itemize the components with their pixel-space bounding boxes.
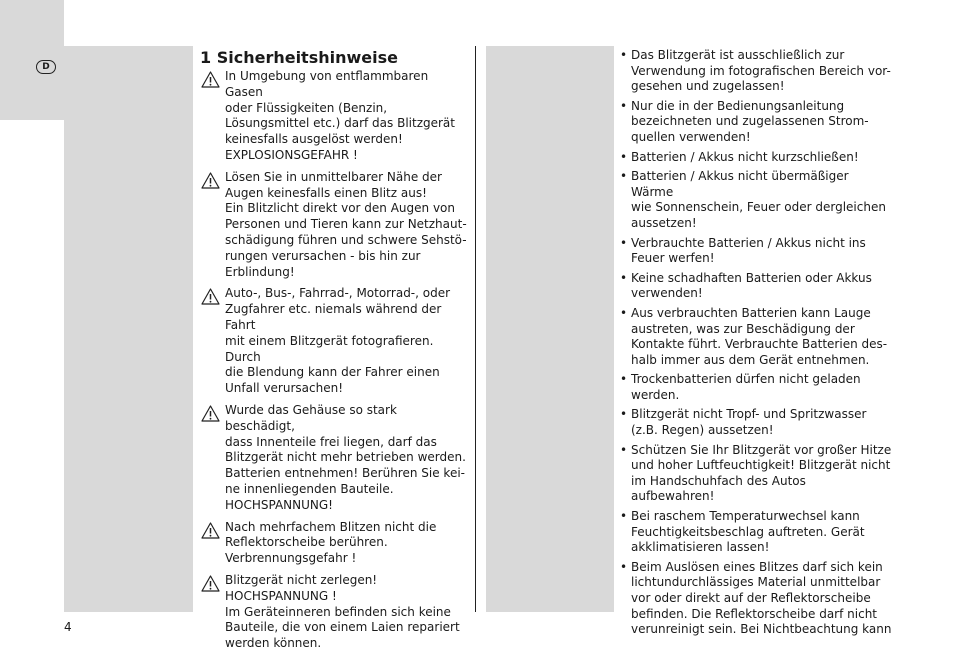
bullet-item: • Aus verbrauchten Batterien kann Lauge austreten, was zur Beschädigung der Kontakte führt. Verbrauchte Batterien des- halb immer aus dem Gerät entnehmen. <box>620 306 892 368</box>
warning-triangle-icon <box>201 288 220 305</box>
column-divider <box>475 46 476 612</box>
bullet-item: • Nur die in der Bedienungsanleitung bezeichneten und zugelassenen Strom- quellen verwenden! <box>620 99 892 146</box>
warning-item <box>201 286 469 397</box>
right-margin-column <box>486 46 614 612</box>
language-tab-background <box>0 0 64 120</box>
warning-text: Auto-, Bus-, Fahrrad-, Motorrad-, oder Zugfahrer etc. niemals während der Fahrt mit einem Blitzgerät fotografieren. Durch die Blendung kann der Fahrer einen Unfall verursachen! <box>225 286 451 396</box>
bullet-item: • Verbrauchte Batterien / Akkus nicht ins Feuer werfen! <box>620 236 892 267</box>
bullet-item: • Trockenbatterien dürfen nicht geladen werden. <box>620 372 892 403</box>
warning-item <box>201 170 469 281</box>
warning-text: Lösen Sie in unmittelbarer Nähe der Augen keinesfalls einen Blitz aus! Ein Blitzlicht direkt vor den Augen von Personen und Tieren kann zur Netzhaut- schädigung führen und schwere Sehstö- rungen verursachen - bis hin zur Erblindung! <box>225 169 467 279</box>
warning-triangle-icon <box>201 71 220 88</box>
warning-triangle-icon <box>201 522 220 539</box>
warning-text: Nach mehrfachem Blitzen nicht die Reflektorscheibe berühren. Verbrennungsgefahr ! <box>225 519 437 566</box>
warning-triangle-icon <box>201 405 220 422</box>
warning-item <box>201 573 469 652</box>
bullet-item: • Batterien / Akkus nicht übermäßiger Wärme wie Sonnenschein, Feuer oder dergleichen aussetzen! <box>620 169 892 231</box>
warning-triangle-icon <box>201 575 220 592</box>
left-margin-column <box>64 46 193 612</box>
warning-item <box>201 403 469 514</box>
warning-item <box>201 520 469 567</box>
bullet-item: • Blitzgerät nicht Tropf- und Spritzwasser (z.B. Regen) aussetzen! <box>620 407 892 438</box>
bullet-item: • Das Blitzgerät ist ausschließlich zur Verwendung im fotografischen Bereich vor- gesehen und zugelassen! <box>620 48 892 95</box>
warning-triangle-icon <box>201 172 220 189</box>
warning-list <box>201 69 469 658</box>
safety-bullet-list <box>620 48 892 642</box>
page-number: 4 <box>64 620 72 634</box>
bullet-item: • Keine schadhaften Batterien oder Akkus verwenden! <box>620 271 892 302</box>
warning-text: Blitzgerät nicht zerlegen! HOCHSPANNUNG ! Im Geräteinneren befinden sich keine Bauteile, die von einem Laien repariert werden können. <box>225 572 460 651</box>
section-title: 1 Sicherheitshinweise <box>200 48 398 67</box>
bullet-item: • Schützen Sie Ihr Blitzgerät vor großer Hitze und hoher Luftfeuchtigkeit! Blitzgerät nicht im Handschuhfach des Autos aufbewahren! <box>620 443 892 505</box>
bullet-item: • Beim Auslösen eines Blitzes darf sich kein lichtundurchlässiges Material unmittelbar vor oder direkt auf der Reflektorscheibe befinden. Die Reflektorscheibe darf nicht verunreinigt sein. Bei Nichtbeachtung kann <box>620 560 892 638</box>
warning-text: Wurde das Gehäuse so stark beschädigt, dass Innenteile frei liegen, darf das Blitzgerät nicht mehr betrieben werden. Batterien entnehmen! Berühren Sie kei- ne innenliegenden Bauteile. HOCHSPANNUNG! <box>225 402 466 512</box>
bullet-item: • Bei raschem Temperaturwechsel kann Feuchtigkeitsbeschlag auftreten. Gerät akklimatisieren lassen! <box>620 509 892 556</box>
warning-text: In Umgebung von entflammbaren Gasen oder Flüssigkeiten (Benzin, Lösungsmittel etc.) darf das Blitzgerät keinesfalls ausgelöst werden! EXPLOSIONSGEFAHR ! <box>225 69 455 162</box>
language-badge: D <box>36 60 56 74</box>
bullet-item: • Batterien / Akkus nicht kurzschließen! <box>620 150 892 166</box>
warning-item <box>201 69 469 164</box>
